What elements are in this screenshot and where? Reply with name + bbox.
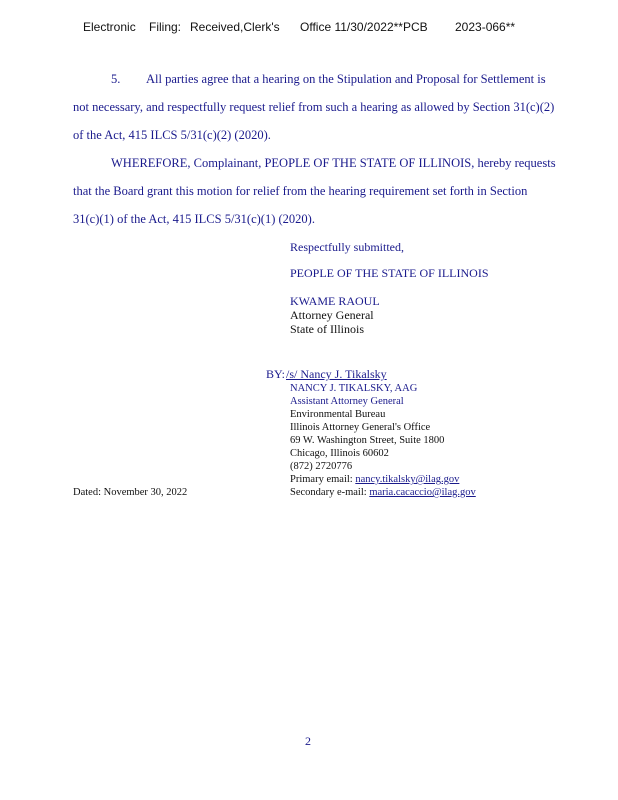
header-office-date: Office 11/30/2022**PCB bbox=[300, 20, 428, 34]
contact-office: Illinois Attorney General's Office bbox=[290, 422, 431, 433]
respectfully-submitted: Respectfully submitted, bbox=[290, 240, 404, 254]
filing-header bbox=[83, 20, 535, 34]
dated-line: Dated: November 30, 2022 bbox=[73, 487, 188, 498]
paragraph-number: 5. bbox=[111, 72, 121, 86]
page-number: 2 bbox=[305, 734, 311, 748]
attorney-general-title: Attorney General bbox=[290, 308, 374, 322]
header-filing: Filing: bbox=[149, 20, 182, 34]
wherefore-line2: that the Board grant this motion for relief from the hearing requirement set forth in Section bbox=[73, 184, 528, 198]
wherefore-line1: WHEREFORE, Complainant, PEOPLE OF THE STATE OF ILLINOIS, hereby requests bbox=[111, 156, 556, 170]
contact-street: 69 W. Washington Street, Suite 1800 bbox=[290, 435, 445, 446]
electronic-signature: /s/ Nancy J. Tikalsky bbox=[286, 367, 387, 381]
contact-title: Assistant Attorney General bbox=[290, 396, 404, 407]
paragraph5-line1: All parties agree that a hearing on the Stipulation and Proposal for Settlement is bbox=[146, 72, 546, 86]
header-received: Received,Clerk's bbox=[190, 20, 280, 34]
people-of-state: PEOPLE OF THE STATE OF ILLINOIS bbox=[290, 266, 489, 280]
header-electronic: Electronic bbox=[83, 20, 136, 34]
primary-email-label: Primary email: bbox=[290, 474, 353, 485]
secondary-email-row bbox=[290, 487, 476, 500]
header-case-number: 2023-066** bbox=[455, 20, 516, 34]
paragraph5-line3: of the Act, 415 ILCS 5/31(c)(2) (2020). bbox=[73, 128, 271, 142]
attorney-general-name: KWAME RAOUL bbox=[290, 294, 380, 308]
primary-email-row bbox=[290, 474, 459, 487]
state-name: State of Illinois bbox=[290, 322, 364, 336]
contact-phone: (872) 2720776 bbox=[290, 461, 353, 472]
paragraph5-line2: not necessary, and respectfully request relief from such a hearing as allowed by Section 31(c)(2) bbox=[73, 100, 555, 114]
contact-name: NANCY J. TIKALSKY, AAG bbox=[290, 383, 418, 394]
contact-bureau: Environmental Bureau bbox=[290, 409, 386, 420]
wherefore-line3: 31(c)(1) of the Act, 415 ILCS 5/31(c)(1) (2020). bbox=[73, 212, 315, 226]
by-label: BY: bbox=[266, 367, 285, 381]
contact-city: Chicago, Illinois 60602 bbox=[290, 448, 389, 459]
secondary-email-link[interactable]: maria.cacaccio@ilag.gov bbox=[369, 487, 476, 498]
secondary-email-label: Secondary e-mail: bbox=[290, 487, 367, 498]
primary-email-link[interactable]: nancy.tikalsky@ilag.gov bbox=[355, 474, 460, 485]
